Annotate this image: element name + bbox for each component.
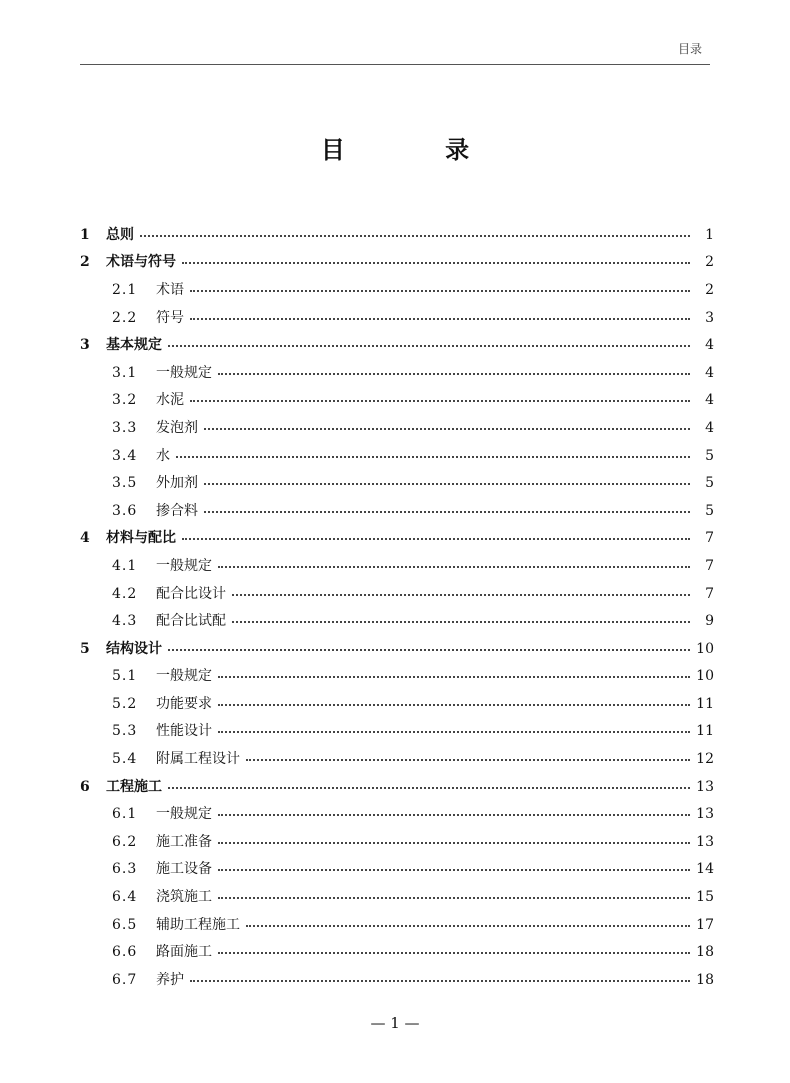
toc-page-number: 11: [696, 723, 714, 740]
toc-section-entry[interactable]: [80, 938, 714, 966]
dot-leader: [218, 842, 690, 844]
toc-page-number: 15: [696, 889, 714, 906]
toc-entry-number: 4.2: [112, 585, 138, 602]
toc-entry-label: 一般规定: [156, 668, 212, 685]
toc-entry-label: 水泥: [156, 392, 184, 409]
toc-entry-label: 一般规定: [156, 557, 212, 574]
dot-leader: [246, 759, 690, 761]
toc-entry-number: 6.6: [112, 944, 138, 961]
dot-leader: [190, 290, 690, 292]
toc-section-entry[interactable]: [80, 690, 714, 718]
toc-section-entry[interactable]: [80, 497, 714, 525]
toc-entry-number: 4.1: [112, 557, 138, 574]
toc-entry-label: 路面施工: [156, 944, 212, 961]
dot-leader: [218, 869, 690, 871]
toc-entry-label: 基本规定: [106, 337, 162, 354]
dot-leader: [176, 456, 690, 458]
toc-section-entry[interactable]: [80, 883, 714, 911]
toc-entry-label: 术语: [156, 281, 184, 298]
toc-page-number: 13: [696, 778, 714, 795]
toc-page-number: 12: [696, 751, 714, 768]
toc-page-number: 3: [705, 309, 714, 326]
toc-page-number: 4: [705, 419, 714, 436]
toc-entry-number: 6.3: [112, 861, 138, 878]
dot-leader: [168, 649, 690, 651]
toc-page-number: 5: [705, 502, 714, 519]
dot-leader: [182, 538, 690, 540]
toc-section-entry[interactable]: [80, 469, 714, 497]
toc-entry-number: 5: [80, 640, 90, 657]
toc-section-entry[interactable]: [80, 745, 714, 773]
dot-leader: [218, 731, 690, 733]
dot-leader: [218, 897, 690, 899]
dot-leader: [190, 400, 690, 402]
toc-section-entry[interactable]: [80, 663, 714, 691]
page-title: 目 录: [320, 136, 516, 164]
toc-entry-number: 1: [80, 226, 90, 243]
toc-page-number: 9: [705, 613, 714, 630]
toc-entry-label: 发泡剂: [156, 419, 198, 436]
toc-chapter-entry[interactable]: [80, 221, 714, 249]
dot-leader: [232, 621, 690, 623]
toc-entry-label: 材料与配比: [106, 530, 176, 547]
toc-section-entry[interactable]: [80, 966, 714, 994]
dot-leader: [218, 373, 690, 375]
dot-leader: [218, 704, 690, 706]
toc-chapter-entry[interactable]: [80, 635, 714, 663]
toc-entry-label: 功能要求: [156, 695, 212, 712]
toc-chapter-entry[interactable]: [80, 249, 714, 277]
toc-section-entry[interactable]: [80, 607, 714, 635]
toc-section-entry[interactable]: [80, 276, 714, 304]
header-divider: [80, 64, 710, 65]
toc-entry-number: 6.7: [112, 971, 138, 988]
toc-entry-number: 3.3: [112, 419, 138, 436]
toc-page-number: 14: [696, 861, 714, 878]
toc-page-number: 2: [705, 281, 714, 298]
toc-entry-number: 3.5: [112, 475, 138, 492]
toc-entry-label: 总则: [106, 226, 134, 243]
toc-entry-label: 浇筑施工: [156, 889, 212, 906]
toc-chapter-entry[interactable]: [80, 525, 714, 553]
toc-entry-label: 符号: [156, 309, 184, 326]
toc-page-number: 10: [696, 668, 714, 685]
dot-leader: [204, 511, 690, 513]
dot-leader: [218, 952, 690, 954]
toc-section-entry[interactable]: [80, 856, 714, 884]
dot-leader: [182, 262, 690, 264]
toc-entry-number: 5.3: [112, 723, 138, 740]
toc-entry-number: 2.1: [112, 281, 138, 298]
page-number: — 1 —: [370, 1014, 420, 1032]
toc-entry-number: 3.4: [112, 447, 138, 464]
toc-page-number: 18: [696, 944, 714, 961]
toc-entry-number: 3.1: [112, 364, 138, 381]
toc-page-number: 5: [705, 475, 714, 492]
toc-entry-number: 6.4: [112, 889, 138, 906]
toc-entry-label: 掺合料: [156, 502, 198, 519]
toc-entry-number: 3.6: [112, 502, 138, 519]
dot-leader: [218, 814, 690, 816]
dot-leader: [218, 676, 690, 678]
toc-entry-label: 一般规定: [156, 364, 212, 381]
toc-section-entry[interactable]: [80, 359, 714, 387]
toc-entry-label: 术语与符号: [106, 254, 176, 271]
toc-section-entry[interactable]: [80, 552, 714, 580]
toc-section-entry[interactable]: [80, 800, 714, 828]
dot-leader: [168, 787, 690, 789]
toc-section-entry[interactable]: [80, 580, 714, 608]
dot-leader: [204, 428, 690, 430]
dot-leader: [190, 318, 690, 320]
toc-section-entry[interactable]: [80, 442, 714, 470]
toc-entry-label: 施工准备: [156, 833, 212, 850]
toc-entry-label: 配合比设计: [156, 585, 226, 602]
toc-page-number: 18: [696, 971, 714, 988]
toc-entry-label: 一般规定: [156, 806, 212, 823]
toc-chapter-entry[interactable]: [80, 331, 714, 359]
toc-page-number: 4: [705, 337, 714, 354]
toc-entry-label: 辅助工程施工: [156, 916, 240, 933]
toc-entry-number: 6: [80, 778, 90, 795]
dot-leader: [190, 980, 690, 982]
toc-page-number: 7: [705, 530, 714, 547]
toc-section-entry[interactable]: [80, 911, 714, 939]
toc-page-number: 11: [696, 695, 714, 712]
toc-entry-label: 水: [156, 447, 170, 464]
dot-leader: [140, 235, 690, 237]
dot-leader: [168, 345, 690, 347]
toc-section-entry[interactable]: [80, 414, 714, 442]
toc-entry-number: 2.2: [112, 309, 138, 326]
toc-section-entry[interactable]: [80, 718, 714, 746]
toc-page-number: 10: [696, 640, 714, 657]
toc-page-number: 13: [696, 833, 714, 850]
toc-entry-number: 6.1: [112, 806, 138, 823]
toc-chapter-entry[interactable]: [80, 773, 714, 801]
toc-entry-label: 性能设计: [156, 723, 212, 740]
toc-entry-label: 工程施工: [106, 778, 162, 795]
dot-leader: [204, 483, 690, 485]
toc-page-number: 2: [705, 254, 714, 271]
toc-entry-label: 结构设计: [106, 640, 162, 657]
toc-page-number: 7: [705, 585, 714, 602]
toc-entry-number: 3: [80, 337, 90, 354]
table-of-contents: [80, 221, 714, 994]
toc-page-number: 1: [705, 226, 714, 243]
toc-entry-label: 外加剂: [156, 475, 198, 492]
toc-entry-label: 附属工程设计: [156, 751, 240, 768]
toc-entry-number: 4: [80, 530, 90, 547]
toc-section-entry[interactable]: [80, 304, 714, 332]
toc-page-number: 17: [696, 916, 714, 933]
dot-leader: [218, 566, 690, 568]
toc-entry-number: 5.2: [112, 695, 138, 712]
toc-entry-number: 6.5: [112, 916, 138, 933]
running-header: 目录: [677, 42, 702, 56]
toc-entry-number: 4.3: [112, 613, 138, 630]
toc-entry-label: 施工设备: [156, 861, 212, 878]
toc-section-entry[interactable]: [80, 387, 714, 415]
dot-leader: [232, 594, 690, 596]
toc-entry-number: 5.1: [112, 668, 138, 685]
toc-page-number: 5: [705, 447, 714, 464]
toc-entry-number: 3.2: [112, 392, 138, 409]
dot-leader: [246, 925, 690, 927]
toc-page-number: 4: [705, 392, 714, 409]
toc-page-number: 7: [705, 557, 714, 574]
toc-entry-label: 养护: [156, 971, 184, 988]
toc-entry-number: 5.4: [112, 751, 138, 768]
toc-entry-label: 配合比试配: [156, 613, 226, 630]
toc-entry-number: 2: [80, 254, 90, 271]
toc-page-number: 4: [705, 364, 714, 381]
toc-entry-number: 6.2: [112, 833, 138, 850]
toc-section-entry[interactable]: [80, 828, 714, 856]
toc-page-number: 13: [696, 806, 714, 823]
